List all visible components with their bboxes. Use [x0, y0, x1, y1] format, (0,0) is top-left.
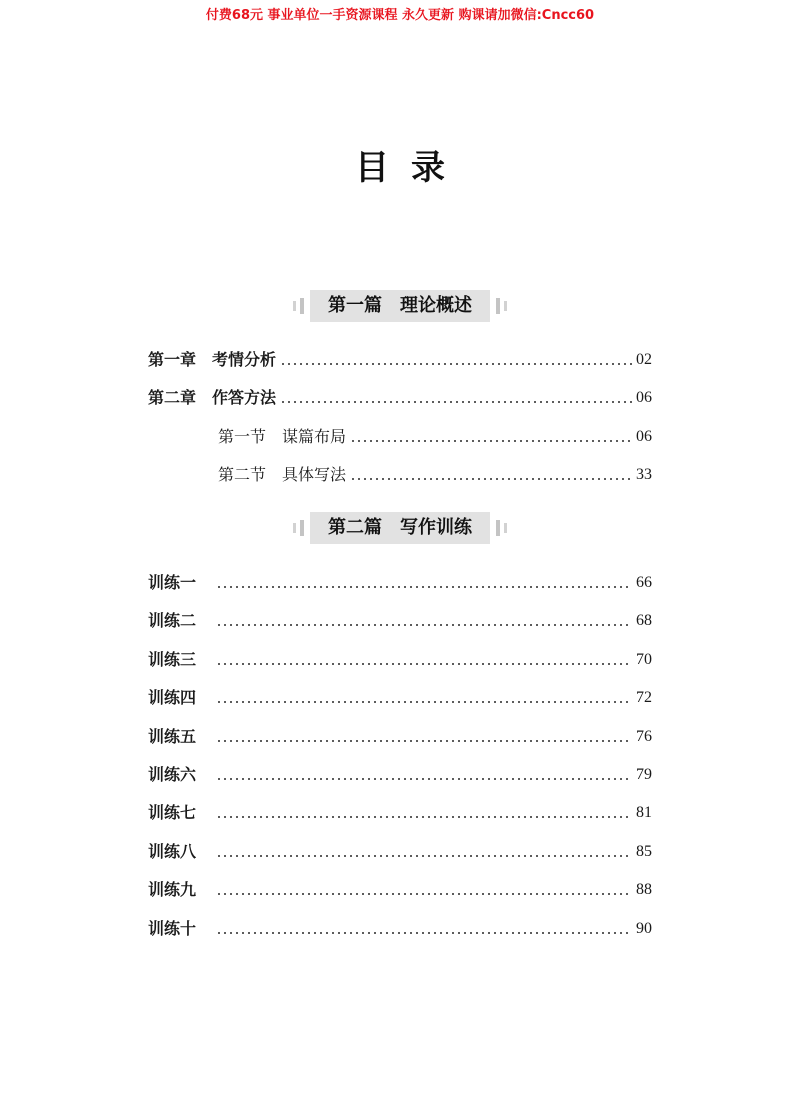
toc-entry-training-6[interactable] [148, 762, 652, 786]
leader-dots [280, 363, 632, 365]
toc-entry-training-4[interactable] [148, 685, 652, 709]
toc-entry-section-1[interactable] [218, 424, 652, 448]
toc-entry-chapter-1[interactable] [148, 347, 652, 371]
toc-entry-training-2[interactable] [148, 608, 652, 632]
toc-entry-label: 训练十 [148, 919, 197, 938]
toc-page-number: 33 [636, 466, 652, 483]
leader-dots [216, 932, 632, 934]
toc-page-number: 70 [636, 651, 652, 668]
toc-page-number: 68 [636, 612, 652, 629]
toc-entry-label: 第二章 作答方法 [148, 388, 277, 407]
part-two-right-bars [496, 520, 507, 536]
toc-entry-training-9[interactable] [148, 877, 652, 901]
toc-entry-training-3[interactable] [148, 647, 652, 671]
leader-dots [280, 401, 632, 403]
toc-page-number: 02 [636, 351, 652, 368]
leader-dots [216, 816, 632, 818]
toc-entry-training-7[interactable] [148, 800, 652, 824]
part-two-title: 第二篇 写作训练 [310, 512, 490, 544]
toc-entry-label: 训练五 [148, 727, 197, 746]
part-one-header [0, 290, 800, 322]
toc-entry-label: 训练二 [148, 611, 197, 630]
part-one-left-bars [293, 298, 304, 314]
leader-dots [350, 478, 632, 480]
toc-entry-label: 第一节 谋篇布局 [218, 427, 347, 446]
toc-entry-label: 第二节 具体写法 [218, 465, 347, 484]
toc-entry-label: 第一章 考情分析 [148, 350, 277, 369]
toc-entry-training-10[interactable] [148, 916, 652, 940]
toc-entry-label: 训练四 [148, 688, 197, 707]
toc-page-number: 06 [636, 428, 652, 445]
toc-page-number: 72 [636, 689, 652, 706]
toc-page-number: 79 [636, 766, 652, 783]
toc-page-number: 66 [636, 574, 652, 591]
toc-entry-section-2[interactable] [218, 462, 652, 486]
part-one-right-bars [496, 298, 507, 314]
toc-entry-label: 训练一 [148, 573, 197, 592]
leader-dots [216, 740, 632, 742]
toc-entry-training-1[interactable] [148, 570, 652, 594]
leader-dots [216, 663, 632, 665]
toc-entry-label: 训练三 [148, 650, 197, 669]
part-one-title: 第一篇 理论概述 [310, 290, 490, 322]
toc-entry-label: 训练六 [148, 765, 197, 784]
page-title: 目录 [355, 148, 467, 188]
leader-dots [216, 778, 632, 780]
toc-page-number: 85 [636, 843, 652, 860]
toc-entry-chapter-2[interactable] [148, 385, 652, 409]
leader-dots [216, 893, 632, 895]
toc-page-number: 90 [636, 920, 652, 937]
part-two-left-bars [293, 520, 304, 536]
toc-entry-label: 训练七 [148, 803, 197, 822]
leader-dots [216, 624, 632, 626]
leader-dots [216, 855, 632, 857]
leader-dots [350, 440, 632, 442]
toc-entry-training-8[interactable] [148, 839, 652, 863]
watermark-banner: 付费68元 事业单位一手资源课程 永久更新 购课请加微信:Cncc60 [205, 8, 595, 23]
toc-page-number: 81 [636, 804, 652, 821]
toc-page-number: 88 [636, 881, 652, 898]
toc-entry-label: 训练九 [148, 880, 197, 899]
leader-dots [216, 586, 632, 588]
part-two-header [0, 512, 800, 544]
toc-entry-label: 训练八 [148, 842, 197, 861]
toc-entry-training-5[interactable] [148, 724, 652, 748]
leader-dots [216, 701, 632, 703]
toc-page-number: 76 [636, 728, 652, 745]
toc-page-number: 06 [636, 389, 652, 406]
